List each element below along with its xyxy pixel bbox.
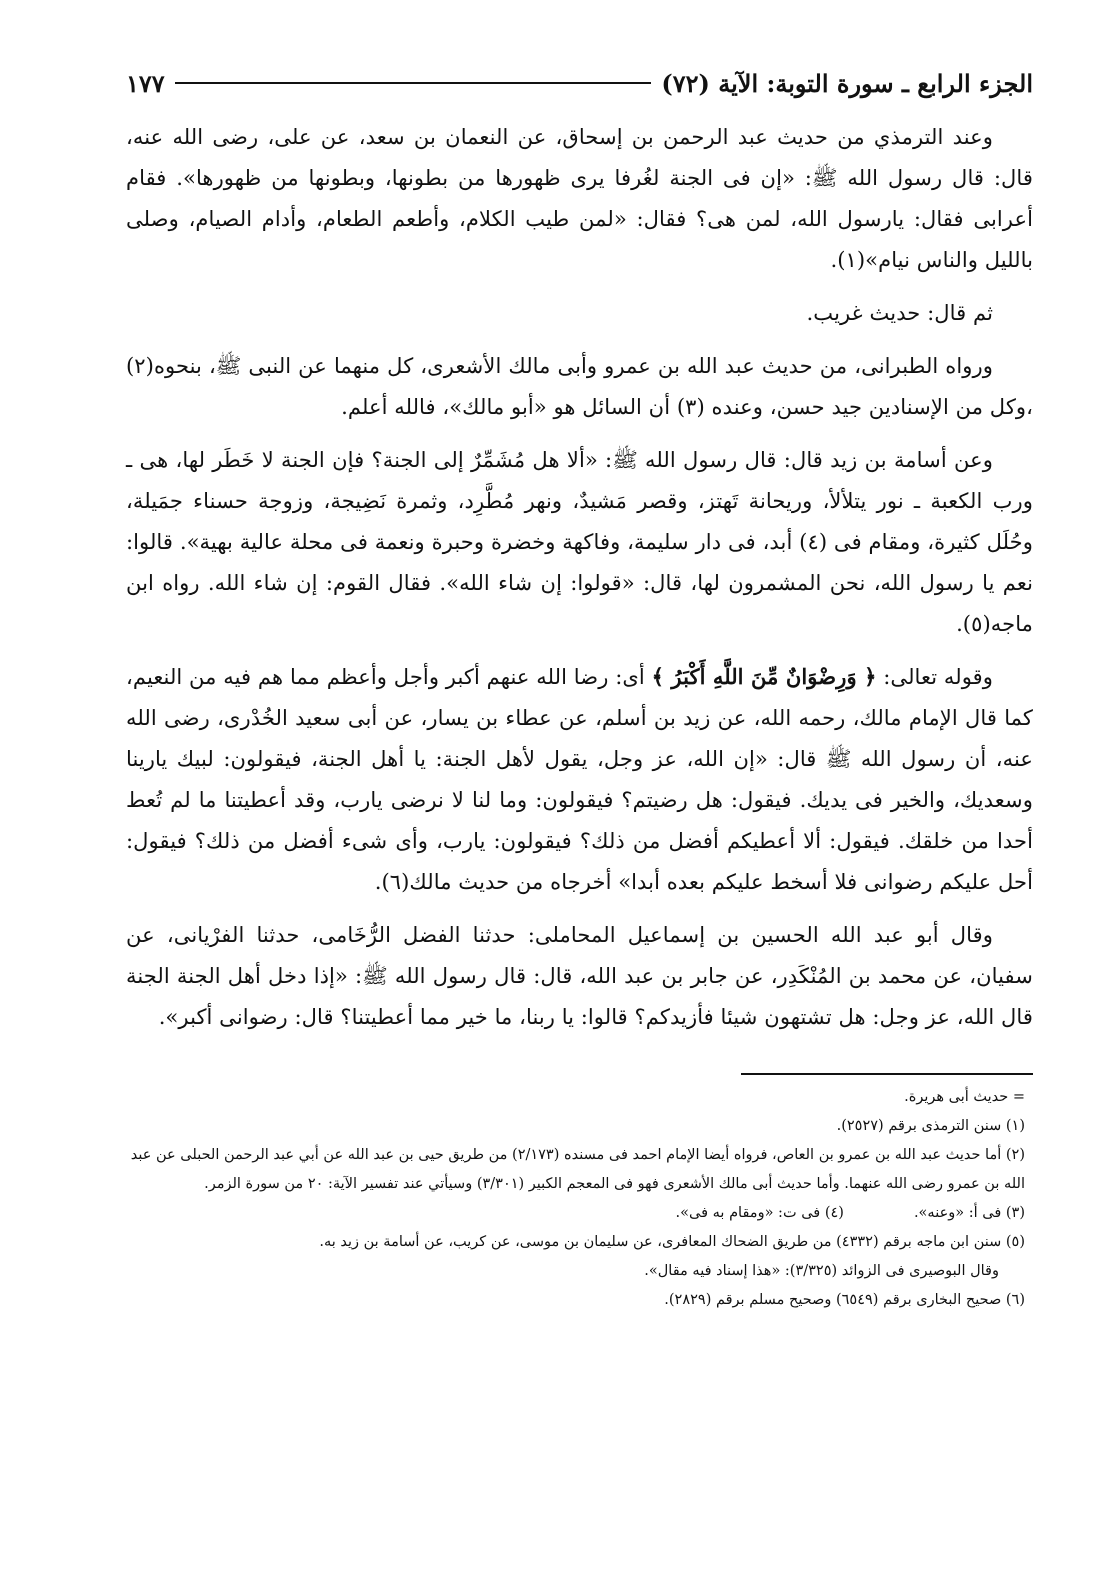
- paragraph-6: وقال أبو عبد الله الحسين بن إسماعيل المحاملى: حدثنا الفضل الرُّخَامى، حدثنا الفرْيانى، عن سفيان، عن محمد بن المُنْكَدِر، عن جابر بن عبد الله، قال: قال رسول الله ﷺ: «إذا دخل أهل الجنة الجنة قال الله، عز وجل: هل تشتهون شيئا فأزيدكم؟ قالوا: يا ربنا، ما خير مما أعطيتنا؟ قال: رضوانى أكبر».: [126, 922, 1033, 1029]
- paragraph-1: وعند الترمذي من حديث عبد الرحمن بن إسحاق، عن النعمان بن سعد، عن على، رضى الله عنه، قال: قال رسول الله ﷺ: «إن فى الجنة لغُرفا يرى ظهورها من بطونها، وبطونها من ظهورها». فقام أعرابى فقال: يارسول الله، لمن هى؟ فقال: «لمن طيب الكلام، وأطعم الطعام، وأدام الصيام، وصلى بالليل والناس نيام»(١).: [126, 124, 1033, 272]
- header-rule: [175, 82, 652, 84]
- footnote-1: (١) سنن الترمذى برقم (٢٥٢٧).: [836, 1118, 1025, 1134]
- footnote-5: (٥) سنن ابن ماجه برقم (٤٣٣٢) من طريق الضحاك المعافرى، عن سليمان بن موسى، عن كريب، عن أسامة بن زيد به.: [319, 1234, 1025, 1250]
- paragraph-5: [126, 656, 1033, 902]
- footnote-4: (٤) فى ت: «ومقام به فى».: [675, 1205, 844, 1221]
- quran-verse: ﴿ وَرِضْوَانٌ مِّنَ اللَّهِ أَكْبَرُ ﴾: [651, 664, 877, 689]
- main-text: [126, 116, 1033, 1037]
- paragraph-4: وعن أسامة بن زيد قال: قال رسول الله ﷺ: «ألا هل مُشَمِّرٌ إلى الجنة؟ فإن الجنة لا خَطَر لها، هى ـ ورب الكعبة ـ نور يتلألأ، وريحانة تَهتز، وقصر مَشيدٌ، ونهر مُطَّرِد، وثمرة نَضِيجة، وزوجة حسناء جمَيلة، وحُلَل كثيرة، ومقام فى (٤) أبد، فى دار سليمة، وفاكهة وخضرة وحبرة ونعمة فى محلة عالية بهية». قالوا: نعم يا رسول الله، نحن المشمرون لها، قال: «قولوا: إن شاء الله». فقال القوم: إن شاء الله. رواه ابن ماجه(٥).: [126, 447, 1033, 636]
- footnote-5-note: وقال البوصيرى فى الزوائد (٣/٣٢٥): «هذا إسناد فيه مقال».: [644, 1263, 999, 1279]
- running-title: الجزء الرابع ـ سورة التوبة: الآية (٧٢): [661, 68, 1033, 98]
- paragraph-5-rest: أى: رضا الله عنهم أكبر وأجل وأعظم مما هم فيه من النعيم، كما قال الإمام مالك، رحمه الله، عن زيد بن أسلم، عن عطاء بن يسار، عن أبى سعيد الخُدْرى، رضى الله عنه، أن رسول الله ﷺ قال: «إن الله، عز وجل، يقول لأهل الجنة: يا أهل الجنة، فيقولون: لبيك يارينا وسعديك، والخير فى يديك. فيقول: هل رضيتم؟ فيقولون: وما لنا لا نرضى يارب، وقد أعطيتنا ما لم تُعط أحدا من خلقك. فيقول: ألا أعطيكم أفضل من ذلك؟ فيقولون: يارب، وأى شىء أفضل من ذلك؟ فيقول: أحل عليكم رضوانى فلا أسخط عليكم بعده أبدا» أخرجاه من حديث مالك(٦).: [126, 664, 1033, 894]
- footnote-row-3-4: [126, 1199, 1033, 1228]
- footnote-continuation: = حديث أبى هريرة.: [904, 1089, 1025, 1105]
- footnote-divider: [741, 1073, 1033, 1075]
- paragraph-5-lead: وقوله تعالى:: [876, 664, 994, 689]
- footnote-6: (٦) صحيح البخارى برقم (٦٥٤٩) وصحيح مسلم برقم (٢٨٢٩).: [664, 1292, 1025, 1308]
- footnotes: [126, 1083, 1033, 1315]
- footnote-2: (٢) أما حديث عبد الله بن عمرو بن العاص، فرواه أيضا الإمام احمد فى مسنده (٢/١٧٣) من طريق حيى بن عبد الله عن أبي عبد الرحمن الحبلى عن عبد الله بن عمرو رضى الله عنهما. وأما حديث أبى مالك الأشعرى فهو فى المعجم الكبير (٣/٣٠١) وسيأتي عند تفسير الآية: ٢٠ من سورة الزمر.: [130, 1147, 1025, 1192]
- paragraph-2: ثم قال: حديث غريب.: [806, 300, 993, 325]
- footnote-3: (٣) فى أ: «وعنه».: [913, 1205, 1025, 1221]
- page-number: ١٧٧: [126, 68, 165, 98]
- paragraph-3: ورواه الطبرانى، من حديث عبد الله بن عمرو وأبى مالك الأشعرى، كل منهما عن النبى ﷺ، بنحوه(٢) ،وكل من الإسنادين جيد حسن، وعنده (٣) أن السائل هو «أبو مالك»، فالله أعلم.: [126, 353, 1033, 419]
- page-header: [126, 62, 1033, 104]
